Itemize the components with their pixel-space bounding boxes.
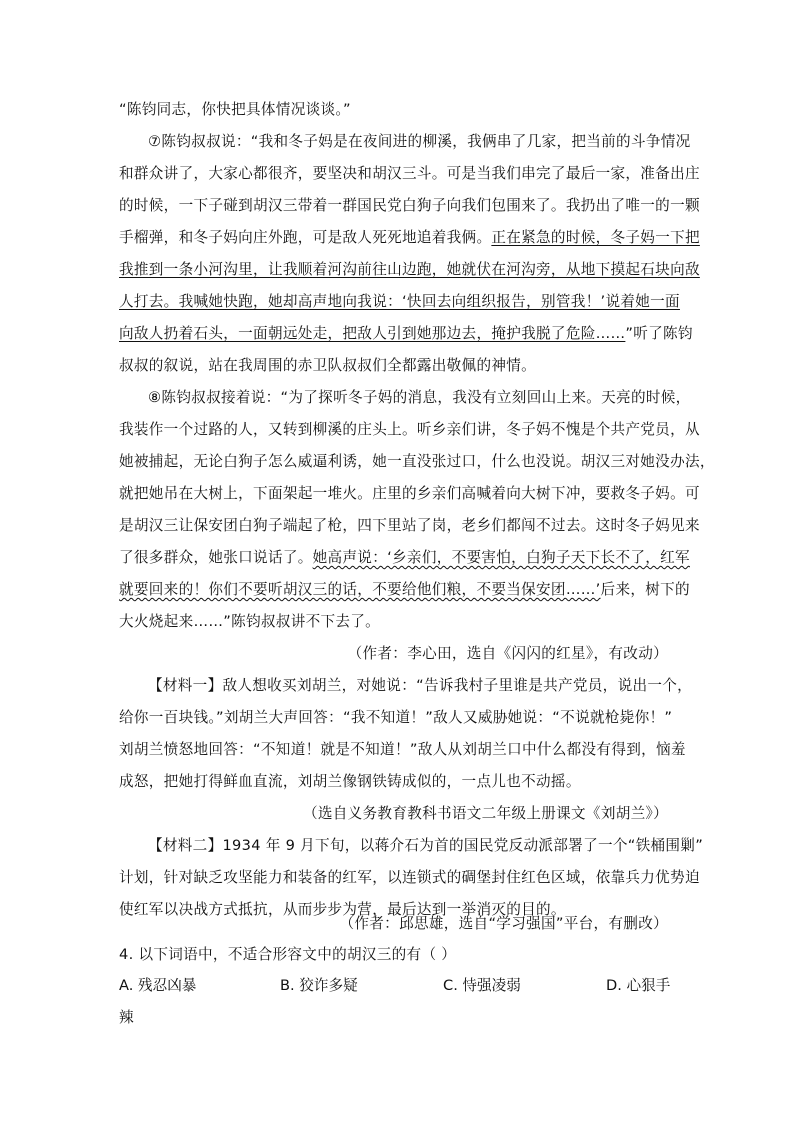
paragraph-7-line (119, 324, 693, 344)
paragraph-8-line: 是胡汉三让保安团白狗子端起了枪，四下里站了岗，老乡们都闯不过去。这时冬子妈见来 (119, 517, 700, 534)
material-1-line: 给你一百块钱。”刘胡兰大声回答：“我不知道！”敌人又威胁她说：“不说就枪毙你！” (119, 709, 673, 726)
paragraph-8-line: 她被捕起，无论白狗子怎么威逼利诱，她一直没张过口，什么也没说。胡汉三对她没办法， (119, 453, 715, 470)
wavy-underlined-text: 就要回来的！你们不要听胡汉三的话，不要给他们粮，不要当保安团……’ (119, 581, 601, 598)
material-2-line: 计划，针对缺乏攻坚能力和装备的红军，以连锁式的碉堡封住红色区域，依靠兵力优势迫 (119, 869, 700, 886)
paragraph-8-line: 大火烧起来……”陈钧叔叔讲不下去了。 (119, 613, 381, 630)
paragraph-7-line: 叔叔的叙说，站在我周围的赤卫队叔叔们全都露出敬佩的神情。 (119, 357, 537, 374)
plain-text: ”听了陈钧 (625, 325, 693, 342)
paragraph-8-line (119, 548, 690, 568)
paragraph-8-line: ⑧陈钧叔叔接着说：“为了探听冬子妈的消息，我没有立刻回山上来。天亮的时候， (148, 389, 691, 406)
plain-text: 了很多群众，她张口说话了。 (119, 549, 313, 566)
paragraph-7-line: 的时候，一下子碰到胡汉三带着一群国民党白狗子向我们包围来了。我扔出了唯一的一颗 (119, 197, 700, 214)
source-citation: （作者：李心田，选自《闪闪的红星》，有改动） (347, 645, 668, 662)
plain-text: 后来，树下的 (600, 581, 690, 598)
question-4: 4. 以下词语中，不适合形容文中的胡汉三的有（ ） (119, 946, 457, 963)
paragraph-7-line: 和群众讲了，大家心都很齐，要坚决和胡汉三斗。可是当我们串完了最后一家，准备出庄 (119, 165, 700, 182)
paragraph-8-line: 我装作一个过路的人，又转到柳溪的庄头上。听乡亲们讲，冬子妈不愧是个共产党员，从 (119, 421, 700, 438)
plain-text: 手榴弹，和冬子妈向庄外跑，可是敌人死死地追着我俩。 (119, 229, 492, 246)
underlined-text: 我推到一条小河沟里，让我顺着河沟前往山边跑，她就伏在河沟旁，从地下摸起石块向敌 (119, 261, 700, 278)
material-2-line: 【材料二】1934 年 9 月下旬，以蒋介石为首的国民党反动派部署了一个“铁桶围剿” (148, 837, 704, 854)
material-1-line: 成怒，把她打得鲜血直流，刘胡兰像钢铁铸成似的，一点儿也不动摇。 (119, 773, 581, 790)
option-d: D. 心狠手 (606, 977, 671, 994)
material-1-line: 【材料一】敌人想收买刘胡兰，对她说：“告诉我村子里谁是共产党员，说出一个， (148, 677, 693, 694)
underlined-text: 正在紧急的时候，冬子妈一下把 (491, 229, 700, 246)
option-c: C. 恃强凌弱 (443, 977, 521, 994)
text-line: “陈钧同志，你快把具体情况谈谈。” (119, 101, 351, 118)
paragraph-7-line: ⑦陈钧叔叔说：“我和冬子妈是在夜间进的柳溪，我俩串了几家，把当前的斗争情况 (148, 133, 691, 150)
paragraph-7-line (119, 292, 679, 312)
paragraph-7-line (119, 228, 700, 248)
option-b: B. 狡诈多疑 (280, 977, 358, 994)
source-citation: （作者：邱思雄，选自“学习强国”平台，有删改） (339, 915, 668, 932)
paragraph-7-line (119, 260, 700, 280)
option-d-wrap: 辣 (119, 1009, 134, 1026)
wavy-underlined-text: 她高声说：‘乡亲们，不要害怕，白狗子天下长不了，红军 (312, 549, 690, 566)
source-citation: （选自义务教育教科书语文二年级上册课文《刘胡兰》） (302, 805, 668, 822)
material-2-line: 使红军以决战方式抵抗，从而步步为营，最后达到一举消灭的目的。 (119, 901, 566, 918)
underlined-text: 向敌人扔着石头，一面朝远处走，把敌人引到她那边去，掩护我脱了危险…… (119, 325, 626, 342)
paragraph-8-line (119, 580, 690, 600)
underlined-text: 人打去。我喊她快跑，她却高声地向我说：‘快回去向组织报告，别管我！’说着她一面 (119, 293, 680, 310)
paragraph-8-line: 就把她吊在大树上，下面架起一堆火。庄里的乡亲们高喊着向大树下冲，要救冬子妈。可 (119, 485, 700, 502)
option-a: A. 残忍凶暴 (119, 977, 197, 994)
material-1-line: 刘胡兰愤怒地回答：“不知道！就是不知道！”敌人从刘胡兰口中什么都没有得到，恼羞 (119, 741, 686, 758)
